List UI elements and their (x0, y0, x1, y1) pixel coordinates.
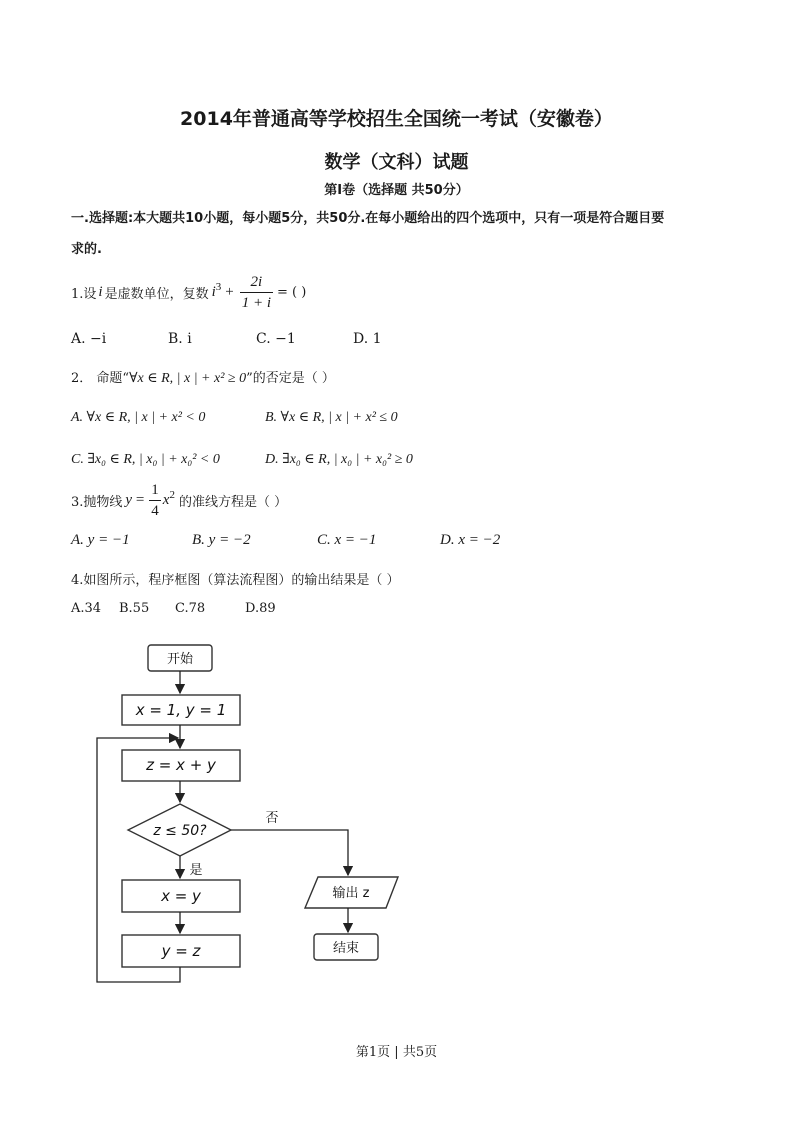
flowchart-output-label: 输出 z (332, 886, 370, 901)
section-title: 第Ⅰ卷（选择题 共50分） (324, 183, 469, 198)
q2-option-a: A. ∀x ∈ R, | x | + x² < 0 (71, 410, 206, 425)
q1-option-a: A. −i (71, 331, 107, 347)
q3-frac-num: 1 (149, 480, 161, 501)
q2-option-c: C. ∃x₀ ∈ R, | x₀ | + x₀² < 0 (71, 452, 220, 467)
q1-i-cubed: $i^3$ (211, 280, 222, 300)
q4-option-a: A.34 (71, 601, 102, 616)
q3-option-d: D. x = −2 (440, 532, 501, 548)
flowchart-compute-label: z = x + y (146, 756, 216, 774)
flowchart-no-label: 否 (265, 811, 279, 826)
flowchart-assign-x-label: x = y (161, 887, 201, 905)
flowchart-start-label: 开始 (166, 652, 194, 667)
page-footer: 第1页 | 共5页 (355, 1045, 438, 1060)
q1-option-b: B. i (168, 331, 192, 347)
q3-frac-den: 4 (151, 502, 159, 519)
question-4: 4.如图所示，程序框图（算法流程图）的输出结果是（ ） (71, 573, 400, 588)
flowchart-condition-label: z ≤ 50? (153, 823, 207, 839)
q4-option-b: B.55 (119, 601, 150, 616)
q4-option-c: C.78 (175, 601, 206, 616)
main-title: 2014年普通高等学校招生全国统一考试（安徽卷） (180, 108, 613, 130)
q2-option-b: B. ∀x ∈ R, | x | + x² ≤ 0 (265, 410, 398, 425)
flowchart-init-label: x = 1, y = 1 (135, 701, 227, 719)
q1-frac-den: 1 + i (241, 294, 272, 311)
q1-frac-num: 2i (240, 272, 273, 293)
q1-plus: + (225, 283, 234, 300)
instructions-line-2: 求的. (71, 242, 102, 257)
flowchart-assign-y-label: y = z (161, 942, 201, 960)
q1-option-c: C. −1 (256, 331, 296, 347)
flowchart-yes-label: 是 (189, 863, 203, 878)
q3-prefix: 3.抛物线 (71, 494, 123, 510)
q1-option-d: D. 1 (353, 331, 382, 347)
flowchart-end-label: 结束 (332, 941, 360, 956)
q3-option-a: A. y = −1 (71, 532, 130, 548)
q3-x-squared: $x^2$ (162, 488, 175, 508)
sub-title: 数学（文科）试题 (324, 152, 469, 173)
q4-option-d: D.89 (245, 601, 276, 616)
q1-var-i: i (98, 283, 103, 300)
q3-suffix: 的准线方程是（ ） (178, 494, 288, 510)
instructions-line-1: 一.选择题:本大题共10小题，每小题5分，共50分.在每小题给出的四个选项中，只有一项是符合题目要 (71, 211, 665, 226)
q1-prefix: 1.设 (71, 286, 97, 302)
q1-suffix: = ( ) (277, 284, 307, 300)
q2-suffix: ”的否定是（ ） (246, 371, 335, 386)
q3-option-c: C. x = −1 (317, 532, 377, 548)
q2-prefix: 2． 命题“ (71, 371, 130, 386)
q3-y-eq: y = (125, 491, 145, 508)
q2-statement: ∀x ∈ R, | x | + x² ≥ 0 (129, 371, 247, 386)
q2-option-d: D. ∃x₀ ∈ R, | x₀ | + x₀² ≥ 0 (265, 452, 413, 467)
q1-middle: 是虚数单位，复数 (104, 286, 209, 302)
q3-option-b: B. y = −2 (192, 532, 251, 548)
